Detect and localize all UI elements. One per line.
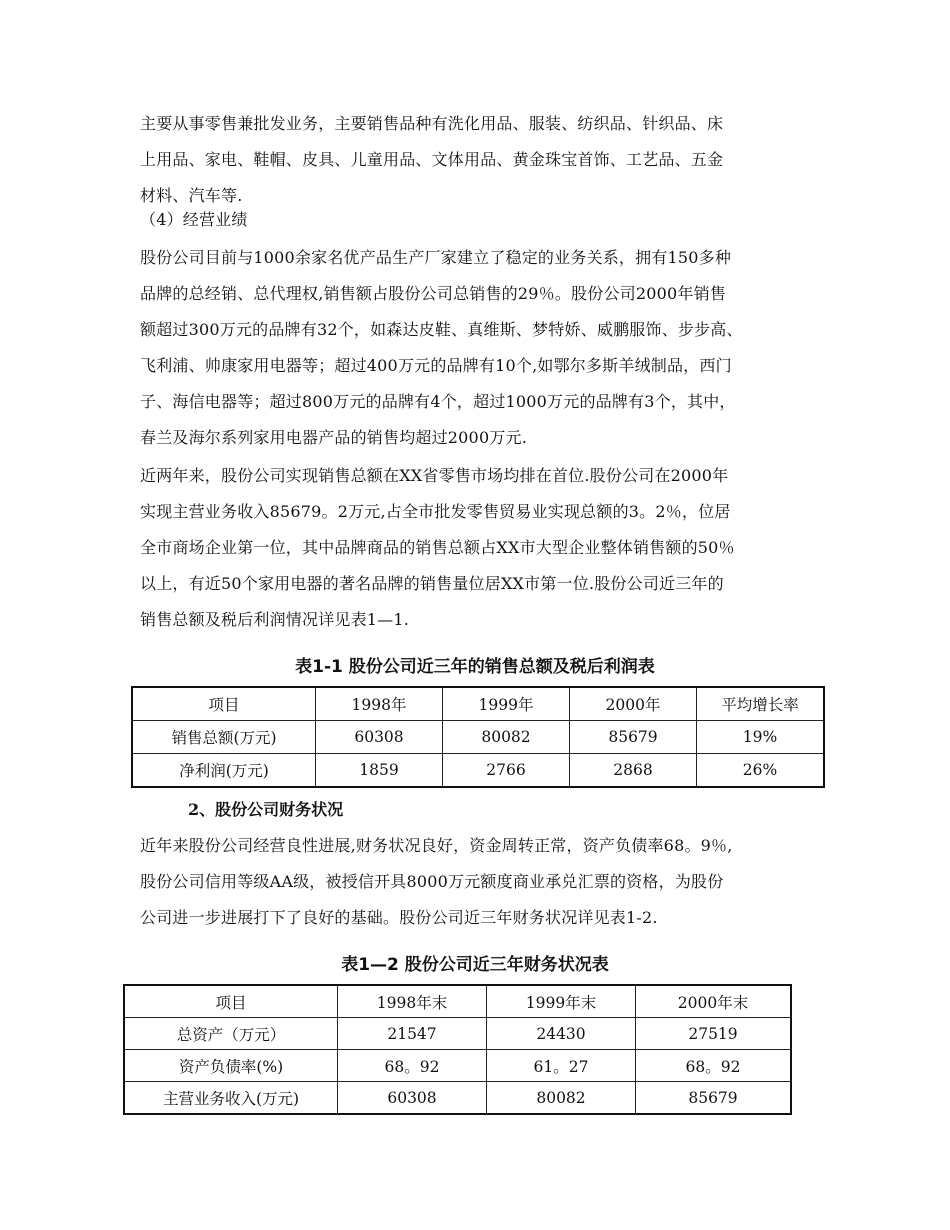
table-header-cell: 平均增长率	[697, 687, 825, 721]
table-cell: 85679	[636, 1082, 792, 1115]
text-line: 公司进一步进展打下了良好的基础。股份公司近三年财务状况详见表1-2.	[140, 908, 658, 927]
table2-caption: 表1—2 股份公司近三年财务状况表	[341, 955, 609, 975]
table-cell: 主营业务收入(万元)	[124, 1082, 338, 1115]
text-line: 股份公司信用等级AA级，被授信开具8000万元额度商业承兑汇票的资格，为股份	[140, 872, 724, 891]
table-header-cell: 1998年末	[338, 985, 487, 1018]
text-line: 飞利浦、帅康家用电器等；超过400万元的品牌有10个,如鄂尔多斯羊绒制品，西门	[140, 356, 732, 375]
table-cell: 21547	[338, 1018, 487, 1050]
section-title-financial-status: 2、股份公司财务状况	[188, 800, 344, 819]
table-cell: 80082	[443, 721, 570, 754]
table-row	[132, 754, 824, 788]
table-cell: 60308	[338, 1082, 487, 1115]
text-line: 品牌的总经销、总代理权,销售额占股份公司总销售的29％。股份公司2000年销售	[140, 284, 726, 303]
paragraph-brands	[140, 240, 820, 456]
paragraph-sales-ranking	[140, 458, 820, 638]
table-cell: 68。92	[338, 1050, 487, 1082]
table-cell: 1859	[316, 754, 443, 788]
table-cell: 资产负债率(%)	[124, 1050, 338, 1082]
table-header-cell: 2000年	[570, 687, 697, 721]
text-line: 全市商场企业第一位，其中品牌商品的销售总额占XX市大型企业整体销售额的50％	[140, 538, 735, 557]
text-line: 额超过300万元的品牌有32个，如森达皮鞋、真维斯、梦特娇、威鹏服饰、步步高、	[140, 320, 743, 339]
paragraph-financial-status	[140, 828, 820, 936]
text-line: 上用品、家电、鞋帽、皮具、儿童用品、文体用品、黄金珠宝首饰、工艺品、五金	[140, 150, 724, 169]
table-row	[124, 1018, 791, 1050]
table-header-cell: 项目	[124, 985, 338, 1018]
table-cell: 80082	[487, 1082, 636, 1115]
sales-profit-table	[131, 686, 825, 788]
text-line: 材料、汽车等.	[140, 186, 243, 205]
table-cell: 24430	[487, 1018, 636, 1050]
text-line: 近年来股份公司经营良性进展,财务状况良好，资金周转正常，资产负债率68。9％,	[140, 836, 733, 855]
table-row	[124, 1050, 791, 1082]
table-cell: 2868	[570, 754, 697, 788]
table-header-cell: 项目	[132, 687, 316, 721]
table-cell: 26%	[697, 754, 825, 788]
text-line: 近两年来，股份公司实现销售总额在XX省零售市场均排在首位.股份公司在2000年	[140, 466, 729, 485]
table-cell: 销售总额(万元)	[132, 721, 316, 754]
text-line: 以上，有近50个家用电器的著名品牌的销售量位居XX市第一位.股份公司近三年的	[140, 574, 724, 593]
section-title-operating-performance: （4）经营业绩	[140, 210, 248, 229]
text-line: 销售总额及税后利润情况详见表1—1.	[140, 610, 410, 629]
table-cell: 68。92	[636, 1050, 792, 1082]
table-header-cell: 1998年	[316, 687, 443, 721]
table-cell: 总资产（万元）	[124, 1018, 338, 1050]
table-cell: 2766	[443, 754, 570, 788]
text-line: 子、海信电器等；超过800万元的品牌有4个，超过1000万元的品牌有3个，其中，	[140, 392, 736, 411]
financial-status-table	[123, 984, 792, 1115]
paragraph-business-scope	[140, 106, 820, 214]
table-header-cell: 2000年末	[636, 985, 792, 1018]
table1-caption: 表1-1 股份公司近三年的销售总额及税后利润表	[295, 657, 655, 677]
table-header-cell: 1999年末	[487, 985, 636, 1018]
text-line: 股份公司目前与1000余家名优产品生产厂家建立了稳定的业务关系，拥有150多种	[140, 248, 732, 267]
text-line: 实现主营业务收入85679。2万元,占全市批发零售贸易业实现总额的3。2％，位居	[140, 502, 731, 521]
table-cell: 19%	[697, 721, 825, 754]
table-header-row	[124, 985, 791, 1018]
table-header-cell: 1999年	[443, 687, 570, 721]
table-cell: 85679	[570, 721, 697, 754]
table-cell: 27519	[636, 1018, 792, 1050]
text-line: 主要从事零售兼批发业务，主要销售品种有洗化用品、服装、纺织品、针织品、床	[140, 114, 724, 133]
table-row	[124, 1082, 791, 1115]
table-cell: 净利润(万元)	[132, 754, 316, 788]
table-row	[132, 721, 824, 754]
table-cell: 60308	[316, 721, 443, 754]
table-cell: 61。27	[487, 1050, 636, 1082]
text-line: 春兰及海尔系列家用电器产品的销售均超过2000万元.	[140, 428, 528, 447]
table-header-row	[132, 687, 824, 721]
